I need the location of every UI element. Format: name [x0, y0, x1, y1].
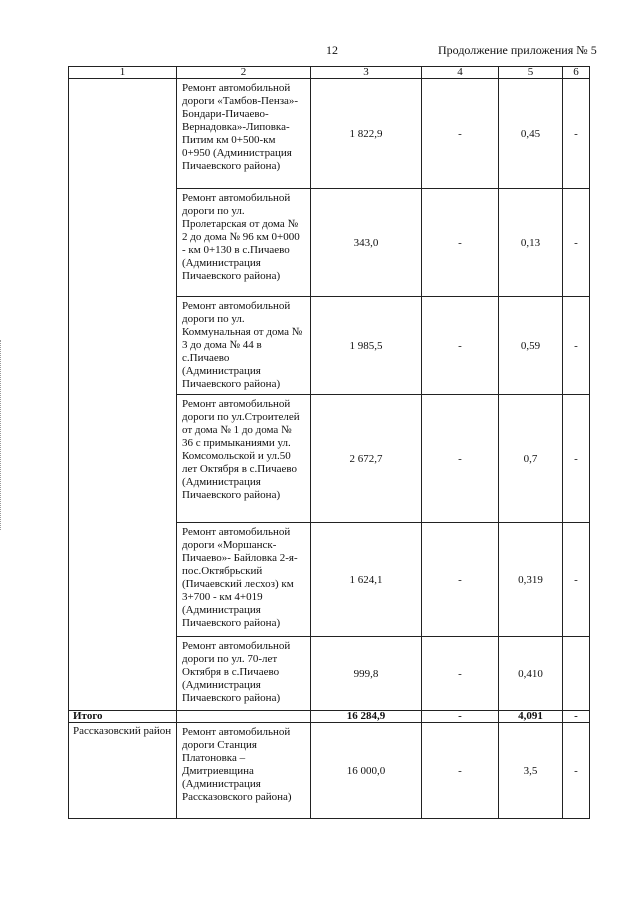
description-cell: Ремонт автомобильной дороги «Тамбов-Пенза»-Бондари-Пичаево-Вернадовка»-Липовка-Питим км 0+500-км 0+950 (Администрация Пичаевского района)	[177, 79, 311, 189]
column-number: 6	[563, 67, 590, 79]
district-cell: Рассказовский район	[69, 723, 177, 819]
length-cell: 0,7	[499, 395, 563, 523]
total-label: Итого	[69, 711, 177, 723]
appendix-label: Продолжение приложения № 5	[438, 43, 597, 57]
total-col6: -	[563, 711, 590, 723]
description-cell: Ремонт автомобильной дороги по ул.Строителей от дома № 1 до дома № 36 с примыканиями ул. Комсомольской и ул.50 лет Октября в с.Пичаево (Администрация Пичаевского района)	[177, 395, 311, 523]
length-cell: 0,13	[499, 189, 563, 297]
length-cell: 0,45	[499, 79, 563, 189]
col6-cell: -	[563, 79, 590, 189]
column-number: 1	[69, 67, 177, 79]
col6-cell: -	[563, 395, 590, 523]
description-cell: Ремонт автомобильной дороги Станция Платоновка – Дмитриевщина (Администрация Рассказовского района)	[177, 723, 311, 819]
column-number: 2	[177, 67, 311, 79]
amount-cell: 999,8	[311, 637, 422, 711]
amount-cell: 1 822,9	[311, 79, 422, 189]
total-col4: -	[422, 711, 499, 723]
col4-cell: -	[422, 523, 499, 637]
amount-cell: 343,0	[311, 189, 422, 297]
col6-cell: -	[563, 297, 590, 395]
col4-cell: -	[422, 297, 499, 395]
total-amount: 16 284,9	[311, 711, 422, 723]
amount-cell: 1 624,1	[311, 523, 422, 637]
column-number-row	[69, 67, 590, 79]
district-cell	[69, 79, 177, 711]
description-cell: Ремонт автомобильной дороги по ул. 70-лет Октября в с.Пичаево (Администрация Пичаевского района)	[177, 637, 311, 711]
description-cell: Ремонт автомобильной дороги по ул. Коммунальная от дома № 3 до дома № 44 в с.Пичаево (Администрация Пичаевского района)	[177, 297, 311, 395]
col4-cell: -	[422, 723, 499, 819]
total-length: 4,091	[499, 711, 563, 723]
col6-cell: -	[563, 523, 590, 637]
column-number: 5	[499, 67, 563, 79]
col4-cell: -	[422, 637, 499, 711]
column-number: 3	[311, 67, 422, 79]
length-cell: 3,5	[499, 723, 563, 819]
col6-cell: -	[563, 189, 590, 297]
length-cell: 0,319	[499, 523, 563, 637]
column-number: 4	[422, 67, 499, 79]
scan-edge-mark	[0, 340, 4, 530]
page-number: 12	[326, 43, 338, 57]
length-cell: 0,59	[499, 297, 563, 395]
amount-cell: 2 672,7	[311, 395, 422, 523]
total-description-cell	[177, 711, 311, 723]
road-repair-table	[68, 66, 590, 819]
col4-cell: -	[422, 79, 499, 189]
length-cell: 0,410	[499, 637, 563, 711]
col6-cell: -	[563, 723, 590, 819]
col4-cell: -	[422, 189, 499, 297]
description-cell: Ремонт автомобильной дороги «Моршанск-Пичаево»- Байловка 2-я-пос.Октябрьский (Пичаевский лесхоз) км 3+700 - км 4+019 (Администрация Пичаевского района)	[177, 523, 311, 637]
table-row	[69, 723, 590, 819]
total-row	[69, 711, 590, 723]
amount-cell: 1 985,5	[311, 297, 422, 395]
amount-cell: 16 000,0	[311, 723, 422, 819]
table-row	[69, 79, 590, 189]
col4-cell: -	[422, 395, 499, 523]
col6-cell	[563, 637, 590, 711]
description-cell: Ремонт автомобильной дороги по ул. Пролетарская от дома № 2 до дома № 96 км 0+000 - км 0+130 в с.Пичаево (Администрация Пичаевского района)	[177, 189, 311, 297]
